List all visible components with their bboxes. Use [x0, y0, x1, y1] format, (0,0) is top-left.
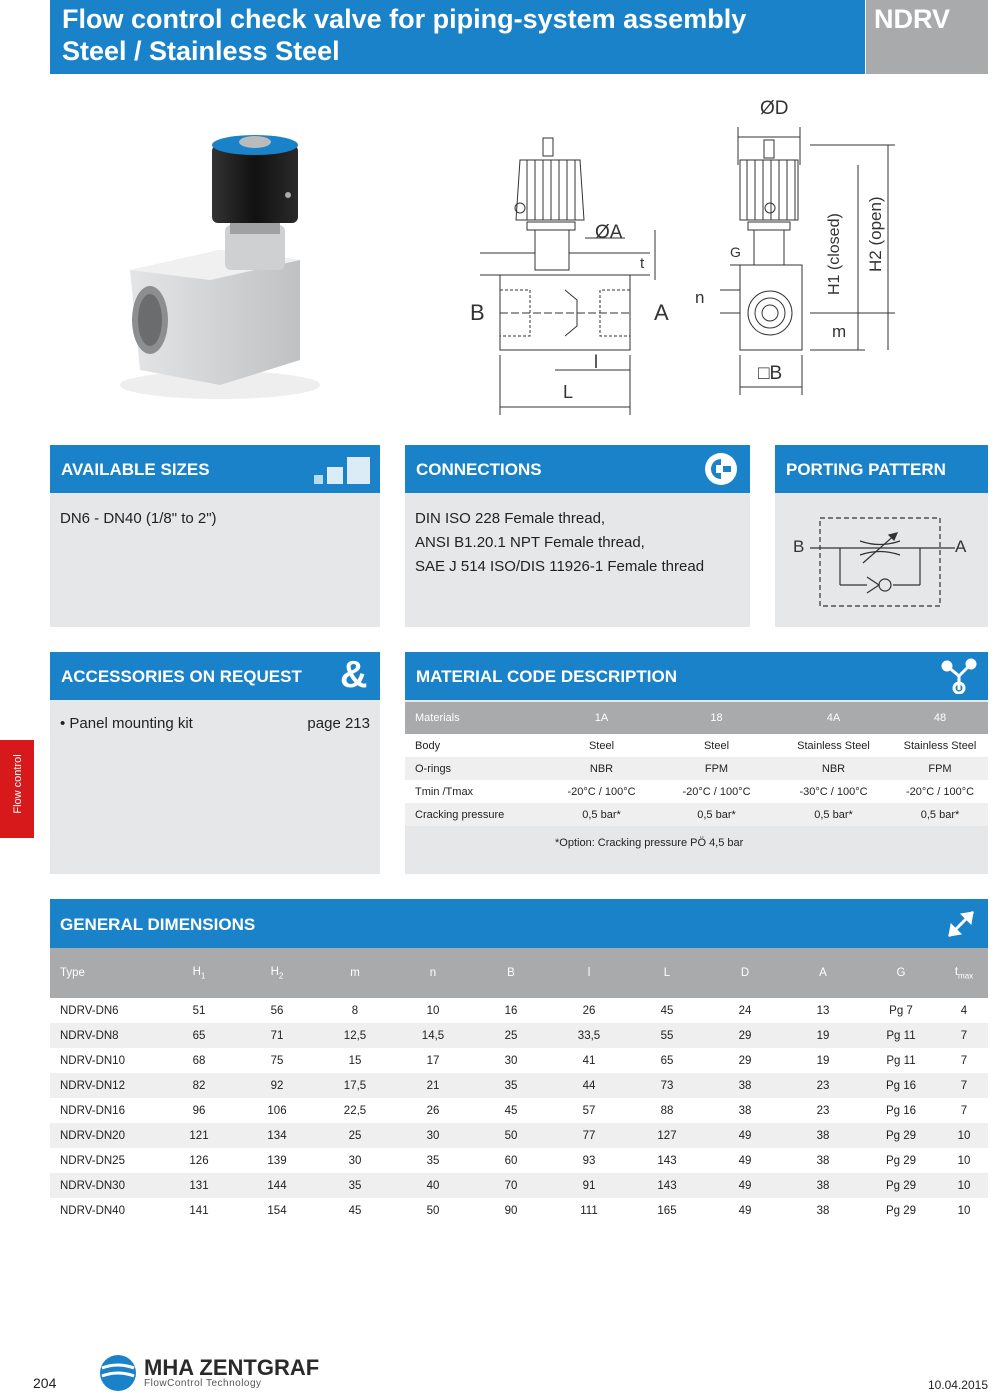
dim-cell: 10: [940, 1148, 988, 1173]
material-cell: -20°C / 100°C: [545, 780, 658, 803]
table-row: [50, 1023, 988, 1048]
material-header-cell: 1A: [545, 702, 658, 734]
header-title-bar: [50, 0, 865, 74]
dim-cell: 30: [394, 1123, 472, 1148]
page-title-line2: Steel / Stainless Steel: [62, 36, 340, 66]
material-cell: 0,5 bar*: [775, 803, 892, 826]
dim-cell: 13: [784, 998, 862, 1023]
material-code-title: MATERIAL CODE DESCRIPTION: [416, 667, 677, 686]
dim-cell: 65: [160, 1023, 238, 1048]
label-h2: H2 (open): [866, 196, 885, 272]
dim-cell: 121: [160, 1123, 238, 1148]
dim-header-cell: n: [394, 948, 472, 998]
dim-cell: NDRV-DN10: [50, 1048, 160, 1073]
dim-cell: 45: [472, 1098, 550, 1123]
porting-label-b: B: [793, 537, 805, 556]
dim-cell: 131: [160, 1173, 238, 1198]
dim-cell: 38: [784, 1123, 862, 1148]
dim-header-cell: l: [550, 948, 628, 998]
dim-cell: Pg 29: [862, 1198, 940, 1223]
dim-cell: 24: [706, 998, 784, 1023]
label-m: m: [832, 322, 847, 341]
dim-cell: 144: [238, 1173, 316, 1198]
dim-cell: 88: [628, 1098, 706, 1123]
available-sizes-panel: [50, 493, 380, 627]
material-code-header: [405, 652, 988, 700]
dim-cell: 93: [550, 1148, 628, 1173]
dim-cell: 82: [160, 1073, 238, 1098]
publication-date: 10.04.2015: [927, 1378, 988, 1392]
dim-cell: 106: [238, 1098, 316, 1123]
dim-cell: Pg 16: [862, 1098, 940, 1123]
dim-cell: 38: [784, 1173, 862, 1198]
dim-cell: 15: [316, 1048, 394, 1073]
dim-cell: 50: [394, 1198, 472, 1223]
label-l-small: l: [594, 352, 598, 372]
dim-header-sub: max: [958, 971, 974, 981]
brand-tagline: FlowControl Technology: [144, 1378, 262, 1389]
table-row: [50, 1048, 988, 1073]
molecule-icon: [941, 658, 977, 694]
dim-cell: 35: [472, 1073, 550, 1098]
dim-header-cell: m: [316, 948, 394, 998]
dim-cell: 68: [160, 1048, 238, 1073]
dim-cell: 12,5: [316, 1023, 394, 1048]
dim-cell: NDRV-DN6: [50, 998, 160, 1023]
dim-cell: 71: [238, 1023, 316, 1048]
dim-cell: NDRV-DN20: [50, 1123, 160, 1148]
dim-cell: 10: [940, 1123, 988, 1148]
dim-cell: NDRV-DN12: [50, 1073, 160, 1098]
dim-cell: 7: [940, 1098, 988, 1123]
dim-cell: 17: [394, 1048, 472, 1073]
dim-cell: 70: [472, 1173, 550, 1198]
dim-cell: 14,5: [394, 1023, 472, 1048]
dimensions-table-header: [50, 948, 988, 998]
available-sizes-text: DN6 - DN40 (1/8" to 2"): [60, 510, 217, 527]
mha-logo-icon: [98, 1354, 138, 1392]
material-cell: NBR: [545, 757, 658, 780]
dim-cell: 143: [628, 1173, 706, 1198]
dim-cell: 26: [394, 1098, 472, 1123]
dim-cell: 49: [706, 1198, 784, 1223]
porting-pattern-title: PORTING PATTERN: [786, 460, 946, 479]
dim-cell: 91: [550, 1173, 628, 1198]
page-title-line1: Flow control check valve for piping-system assembly: [62, 4, 747, 34]
porting-label-a: A: [955, 537, 967, 556]
dim-header-cell: A: [784, 948, 862, 998]
dim-cell: NDRV-DN40: [50, 1198, 160, 1223]
material-header-cell: 4A: [775, 702, 892, 734]
side-view-drawing: [465, 130, 680, 420]
dim-cell: 49: [706, 1173, 784, 1198]
connections-line-1: DIN ISO 228 Female thread,: [415, 510, 606, 527]
accessories-title: ACCESSORIES ON REQUEST: [61, 667, 302, 686]
dim-cell: 17,5: [316, 1073, 394, 1098]
brand-name-text: MHA ZENTGRAF: [144, 1355, 320, 1380]
dimensions-table-body: [50, 998, 988, 1223]
dim-header-cell: L: [628, 948, 706, 998]
dim-cell: 38: [784, 1148, 862, 1173]
dim-header-sub: 1: [200, 971, 206, 981]
material-table-header: [405, 702, 988, 734]
dim-cell: 7: [940, 1048, 988, 1073]
dim-cell: 96: [160, 1098, 238, 1123]
dim-header-cell: G: [862, 948, 940, 998]
dim-cell: 56: [238, 998, 316, 1023]
table-row: [405, 780, 988, 803]
dim-cell: 35: [316, 1173, 394, 1198]
material-header-cell: 48: [892, 702, 988, 734]
dim-cell: 73: [628, 1073, 706, 1098]
dim-header-cell: $H_1$: [160, 948, 238, 998]
dim-cell: 38: [784, 1198, 862, 1223]
table-row: [405, 803, 988, 826]
label-l-big: L: [563, 382, 574, 402]
material-cell: -20°C / 100°C: [658, 780, 775, 803]
material-cell: NBR: [775, 757, 892, 780]
product-code: NDRV: [874, 4, 951, 34]
dim-header-cell: $H_2$: [238, 948, 316, 998]
dim-cell: 51: [160, 998, 238, 1023]
material-cell: 0,5 bar*: [892, 803, 988, 826]
label-n: n: [695, 288, 705, 307]
dim-cell: 10: [394, 998, 472, 1023]
dim-cell: 139: [238, 1148, 316, 1173]
table-row: [50, 1173, 988, 1198]
dim-cell: 90: [472, 1198, 550, 1223]
dim-cell: NDRV-DN25: [50, 1148, 160, 1173]
material-cell: -30°C / 100°C: [775, 780, 892, 803]
material-cell: 0,5 bar*: [545, 803, 658, 826]
dim-header-cell: Type: [50, 948, 160, 998]
dim-header-cell: $t_{max}$: [940, 948, 988, 998]
material-cell: Stainless Steel: [892, 734, 988, 757]
dim-cell: 45: [628, 998, 706, 1023]
dim-cell: 60: [472, 1148, 550, 1173]
label-a-port: A: [654, 300, 669, 325]
ampersand-icon: &: [340, 654, 368, 696]
dim-cell: 44: [550, 1073, 628, 1098]
dim-cell: NDRV-DN8: [50, 1023, 160, 1048]
dim-cell: 25: [316, 1123, 394, 1148]
dim-cell: 141: [160, 1198, 238, 1223]
dim-cell: Pg 11: [862, 1048, 940, 1073]
material-cell: -20°C / 100°C: [892, 780, 988, 803]
dim-cell: 4: [940, 998, 988, 1023]
material-cell: Steel: [658, 734, 775, 757]
dim-cell: 35: [394, 1148, 472, 1173]
connections-panel: [405, 493, 750, 627]
table-row: [50, 1198, 988, 1223]
material-cell: FPM: [892, 757, 988, 780]
dim-cell: 50: [472, 1123, 550, 1148]
dim-header-cell: B: [472, 948, 550, 998]
connections-header: [405, 445, 750, 493]
section-side-tab[interactable]: [0, 740, 34, 838]
table-row: [50, 1148, 988, 1173]
porting-pattern-panel: [775, 493, 988, 627]
connections-title: CONNECTIONS: [416, 460, 542, 479]
label-h1: H1 (closed): [826, 213, 843, 295]
dimensions-table: [50, 948, 988, 1223]
dim-cell: 165: [628, 1198, 706, 1223]
dim-cell: 143: [628, 1148, 706, 1173]
available-sizes-title: AVAILABLE SIZES: [61, 460, 210, 479]
dim-cell: 127: [628, 1123, 706, 1148]
label-square-b: □B: [758, 363, 783, 384]
material-cell: Steel: [545, 734, 658, 757]
sizes-icon: [312, 455, 370, 485]
dim-cell: 16: [472, 998, 550, 1023]
side-tab-label: Flow control: [12, 754, 24, 814]
connections-icon: [703, 451, 739, 487]
table-row: [50, 998, 988, 1023]
dim-cell: 19: [784, 1023, 862, 1048]
dim-cell: 40: [394, 1173, 472, 1198]
table-row: [50, 1073, 988, 1098]
dim-cell: 45: [316, 1198, 394, 1223]
dim-cell: 22,5: [316, 1098, 394, 1123]
diagonal-arrow-icon: [943, 906, 979, 942]
dim-cell: NDRV-DN16: [50, 1098, 160, 1123]
label-t: t: [640, 255, 645, 272]
dim-cell: 23: [784, 1098, 862, 1123]
dim-cell: Pg 29: [862, 1148, 940, 1173]
dim-cell: NDRV-DN30: [50, 1173, 160, 1198]
material-cell: Cracking pressure: [405, 803, 545, 826]
dim-cell: 154: [238, 1198, 316, 1223]
dim-cell: 19: [784, 1048, 862, 1073]
dim-cell: Pg 29: [862, 1123, 940, 1148]
general-dimensions-title: GENERAL DIMENSIONS: [60, 915, 256, 934]
dim-header-sub: 2: [278, 971, 284, 981]
material-cell: Tmin /Tmax: [405, 780, 545, 803]
dim-cell: 7: [940, 1023, 988, 1048]
dim-cell: Pg 11: [862, 1023, 940, 1048]
table-row: [50, 1098, 988, 1123]
dim-cell: 26: [550, 998, 628, 1023]
dim-cell: 65: [628, 1048, 706, 1073]
available-sizes-header: [50, 445, 380, 493]
dim-cell: 23: [784, 1073, 862, 1098]
dim-cell: 49: [706, 1148, 784, 1173]
porting-pattern-header: [775, 445, 988, 493]
dim-cell: 55: [628, 1023, 706, 1048]
dim-cell: 8: [316, 998, 394, 1023]
dim-cell: 49: [706, 1123, 784, 1148]
label-phi-a: ØA: [595, 222, 623, 243]
dim-cell: Pg 29: [862, 1173, 940, 1198]
label-phi-d: ØD: [760, 98, 789, 119]
dim-cell: Pg 16: [862, 1073, 940, 1098]
material-cell: Body: [405, 734, 545, 757]
dim-cell: 33,5: [550, 1023, 628, 1048]
dim-cell: 134: [238, 1123, 316, 1148]
dim-cell: 29: [706, 1048, 784, 1073]
dim-cell: 38: [706, 1098, 784, 1123]
dim-cell: 21: [394, 1073, 472, 1098]
material-cell: Stainless Steel: [775, 734, 892, 757]
table-row: [405, 734, 988, 757]
dim-cell: 10: [940, 1173, 988, 1198]
dim-cell: 92: [238, 1073, 316, 1098]
dim-cell: 25: [472, 1023, 550, 1048]
dim-cell: 7: [940, 1073, 988, 1098]
dim-cell: 38: [706, 1073, 784, 1098]
material-cell: 0,5 bar*: [658, 803, 775, 826]
material-cell: O-rings: [405, 757, 545, 780]
material-note: *Option: Cracking pressure PÖ 4,5 bar: [555, 837, 744, 849]
material-header-cell: 18: [658, 702, 775, 734]
product-code-box: [866, 0, 988, 74]
dim-cell: 10: [940, 1198, 988, 1223]
dim-cell: 30: [316, 1148, 394, 1173]
dim-cell: 41: [550, 1048, 628, 1073]
table-row: [50, 1123, 988, 1148]
accessories-header: [50, 652, 380, 700]
dim-cell: 29: [706, 1023, 784, 1048]
material-code-table: [405, 702, 988, 826]
accessories-panel: [50, 700, 380, 874]
material-cell: FPM: [658, 757, 775, 780]
table-row: [405, 757, 988, 780]
accessories-item: • Panel mounting kit: [60, 715, 193, 732]
material-header-cell: Materials: [405, 702, 545, 734]
connections-line-3: SAE J 514 ISO/DIS 11926-1 Female thread: [415, 558, 705, 575]
connections-line-2: ANSI B1.20.1 NPT Female thread,: [415, 534, 645, 551]
porting-symbol: [805, 513, 975, 613]
label-b-port: B: [470, 300, 485, 325]
dim-cell: 111: [550, 1198, 628, 1223]
page-number: 204: [33, 1375, 57, 1391]
dim-cell: 30: [472, 1048, 550, 1073]
dim-cell: 77: [550, 1123, 628, 1148]
dim-cell: 126: [160, 1148, 238, 1173]
product-photo: [110, 120, 320, 410]
dim-cell: Pg 7: [862, 998, 940, 1023]
accessories-page[interactable]: page 213: [307, 715, 370, 732]
dim-cell: 57: [550, 1098, 628, 1123]
label-g: G: [730, 244, 741, 260]
dim-header-cell: D: [706, 948, 784, 998]
dim-cell: 75: [238, 1048, 316, 1073]
general-dimensions-header: [50, 899, 988, 948]
